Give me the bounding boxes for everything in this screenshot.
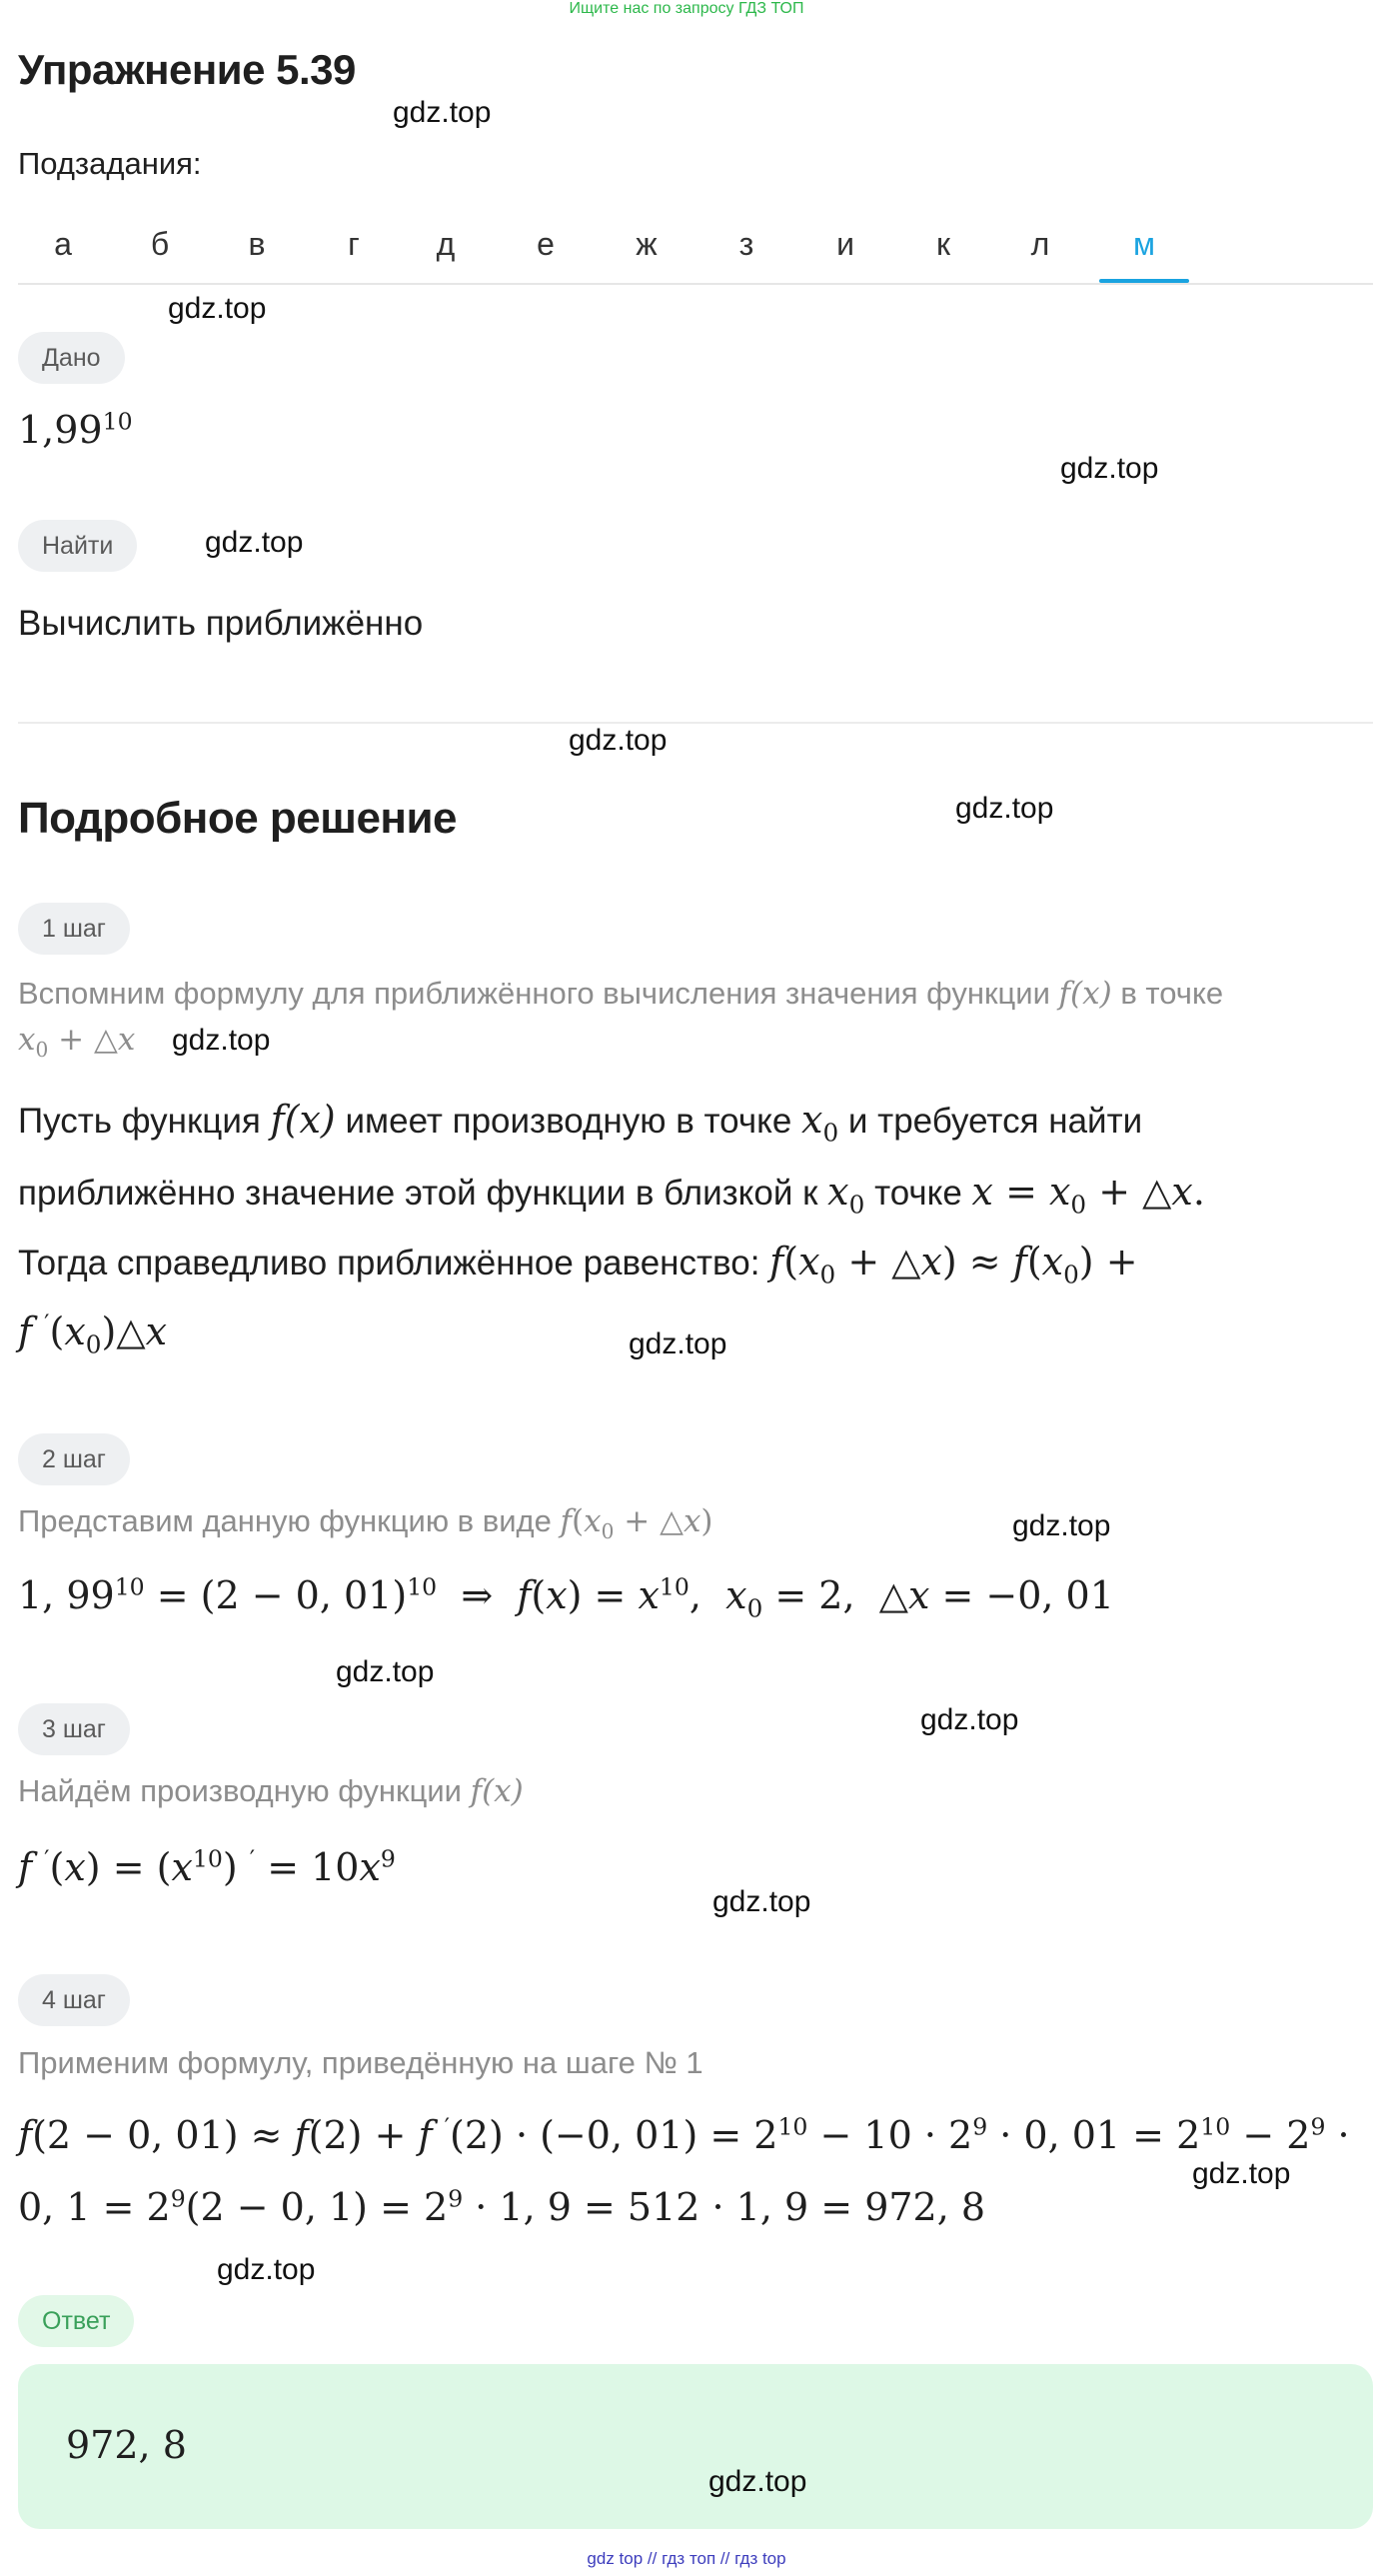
tab-k[interactable]: к (936, 226, 950, 262)
subtasks-label: Подзадания: (18, 146, 202, 181)
find-chip: Найти (18, 520, 137, 572)
watermark: gdz.top (205, 526, 304, 559)
step-3-hint: Найдём производную функции f(x) (18, 1773, 524, 1809)
watermark: gdz.top (629, 1327, 727, 1360)
step-2-formula: 1, $99^{10} = (2 - 0$, 01)$^{10}$ ⇒ $f(x) = x^{10}$, $x_0 = 2$, △x = −0, 01 (18, 1572, 1114, 1623)
given-chip: Дано (18, 332, 125, 384)
tab-b[interactable]: б (150, 226, 170, 262)
watermark: gdz.top (168, 292, 267, 325)
top-banner: Ищите нас по запросу ГДЗ ТОП (569, 0, 804, 17)
subtask-tabs (18, 200, 1373, 285)
page-title: Упражнение 5.39 (18, 46, 356, 93)
step-4-formula-line-2: 0, $1 = 2^9(2 - 0$, $1) = 2^9 \cdot 1$, 9 = 512 · 1, 9 = 972, 8 (18, 2184, 986, 2229)
answer-value: 972, 8 (66, 2423, 187, 2467)
step-1-chip: 1 шаг (18, 903, 130, 955)
watermark: gdz.top (920, 1703, 1019, 1736)
footer-links[interactable]: gdz top // гдз топ // гдз top (587, 2549, 786, 2568)
watermark: gdz.top (172, 1024, 271, 1057)
watermark: gdz.top (1012, 1509, 1111, 1542)
watermark: gdz.top (217, 2253, 316, 2286)
formula-fx: f(x) (1058, 976, 1112, 1012)
tab-zh[interactable]: ж (636, 226, 658, 262)
watermark: gdz.top (1060, 452, 1159, 485)
tab-i[interactable]: и (836, 226, 854, 262)
tab-e[interactable]: е (537, 226, 555, 262)
step-4-chip: 4 шаг (18, 1974, 130, 2026)
watermark: gdz.top (712, 1885, 811, 1918)
step-2-chip: 2 шаг (18, 1433, 130, 1485)
watermark: gdz.top (393, 96, 492, 129)
tab-v[interactable]: в (248, 226, 266, 262)
tab-d[interactable]: д (436, 226, 456, 262)
watermark: gdz.top (1192, 2157, 1291, 2190)
watermark: gdz.top (708, 2465, 807, 2498)
step-3-chip: 3 шаг (18, 1703, 130, 1755)
tab-z[interactable]: з (738, 226, 754, 262)
watermark: gdz.top (955, 792, 1054, 825)
formula-x0-dx: $x_0$ + △x (18, 1022, 136, 1063)
step-2-hint: Представим данную функцию в виде $f(x_0$ + △x) (18, 1503, 713, 1544)
divider (18, 722, 1373, 724)
step-1-line-4: f $'(x_0)\triangle x$ (18, 1308, 168, 1359)
step-1-line-3: Тогда справедливо приближённое равенство: $f(x_0$ + △x) ≈ $f(x_0)$ + (18, 1240, 1138, 1289)
step-3-formula: f $'(x) = (x^{10}) ' = 10x^9$ (18, 1844, 396, 1889)
step-4-formula-line-1: f(2 − 0, 01) ≈ f(2) + f ′(2) · (−0, $01) = 2^{10} - 10 \cdot 2^9 \cdot 0$, $01 = 2^{10} - 2^9$ · (18, 2112, 1350, 2157)
tab-a[interactable]: а (54, 226, 72, 262)
step-1-hint: Вспомним формулу для приближённого вычисления значения функции f(x) в точке (18, 976, 1224, 1012)
tab-m[interactable]: м (1099, 218, 1189, 278)
find-text: Вычислить приближённо (18, 604, 424, 643)
answer-chip: Ответ (18, 2295, 134, 2347)
solution-title: Подробное решение (18, 794, 458, 843)
step-1-line-2: приближённо значение этой функции в близкой к $x_0$ точке $x = x_0$ + △x. (18, 1170, 1205, 1220)
step-4-hint: Применим формулу, приведённую на шаге № 1 (18, 2045, 703, 2080)
watermark: gdz.top (569, 724, 668, 757)
tab-l[interactable]: л (1030, 226, 1050, 262)
given-value: 1,99$^{10}$ (18, 407, 133, 452)
step-1-line-1: Пусть функция f(x) имеет производную в точке $x_0$ и требуется найти (18, 1098, 1143, 1148)
tab-g[interactable]: г (348, 226, 360, 262)
answer-box (18, 2364, 1373, 2529)
watermark: gdz.top (336, 1655, 435, 1688)
